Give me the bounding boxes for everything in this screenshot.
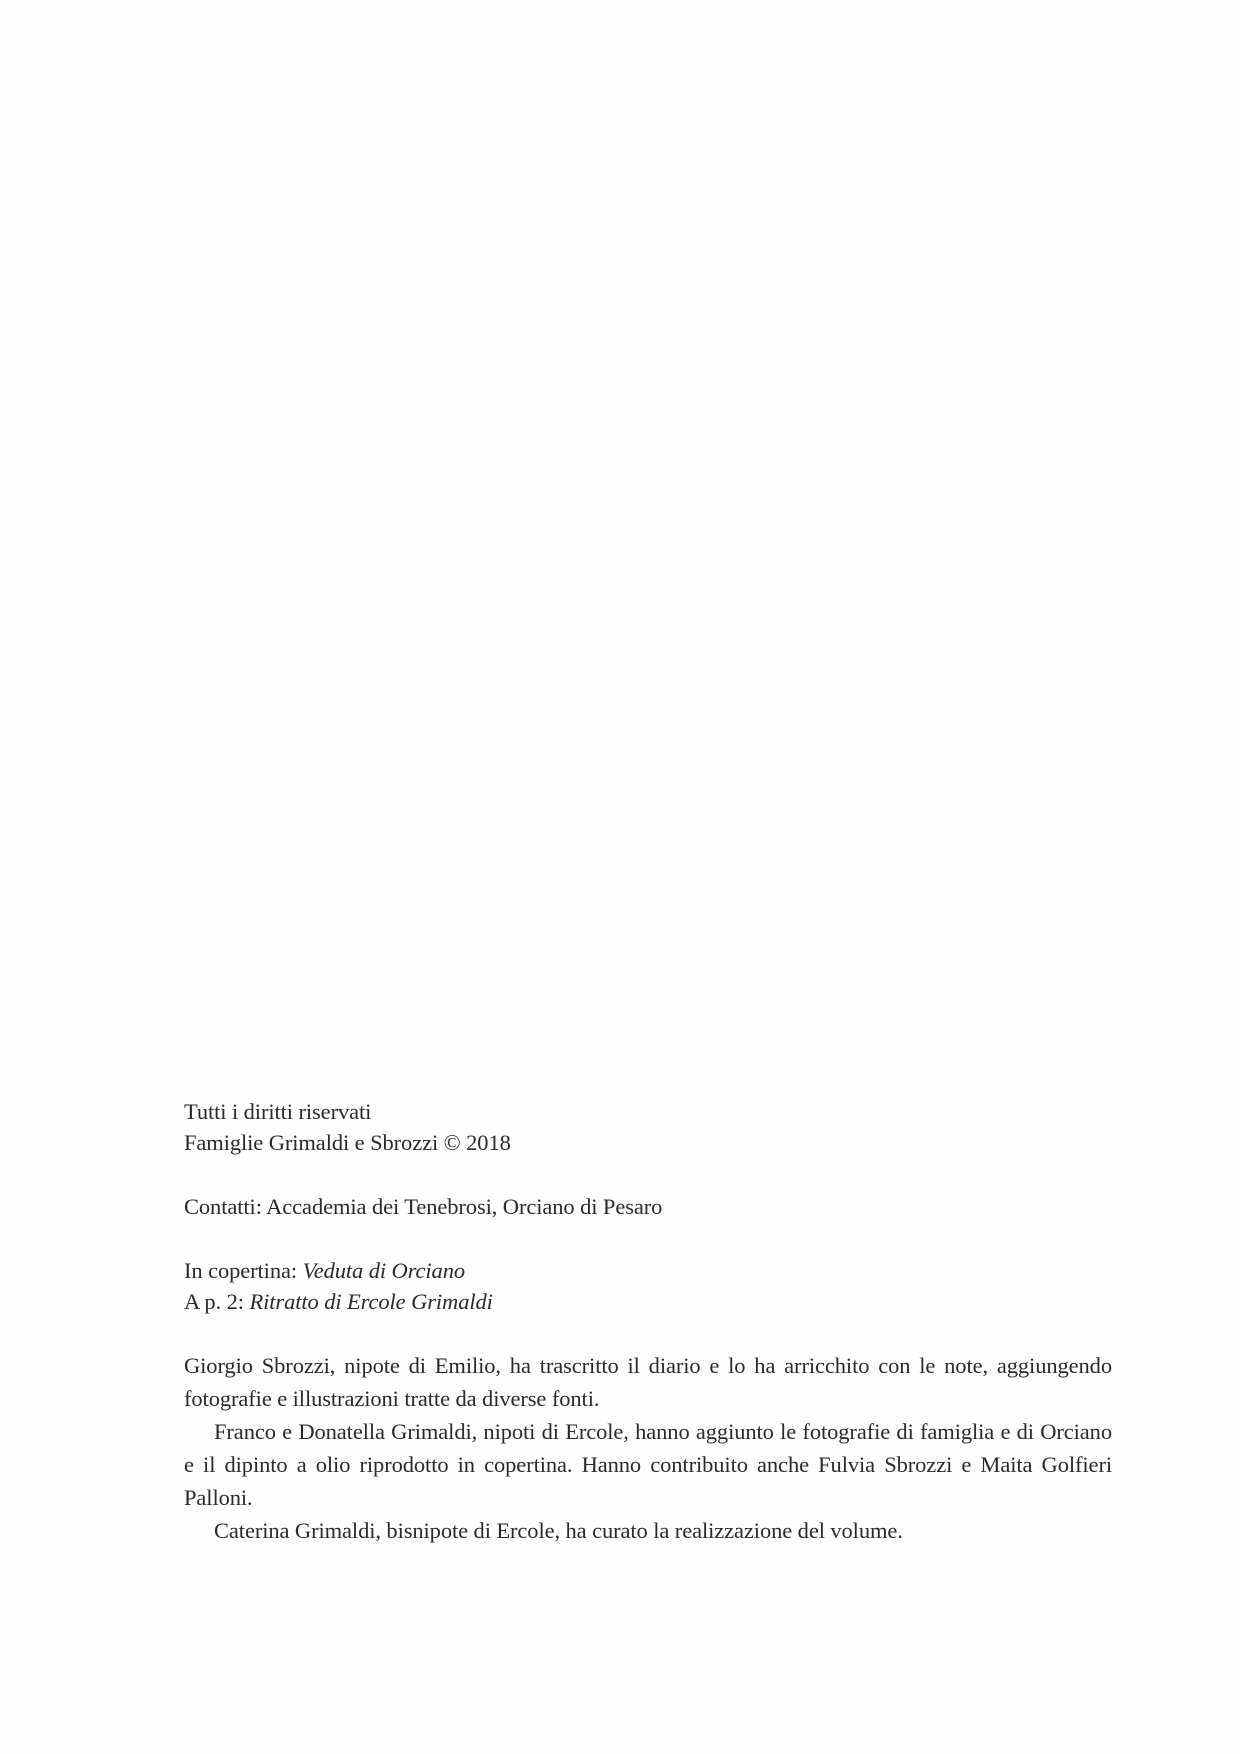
credit-paragraph: Caterina Grimaldi, bisnipote di Ercole, ha curato la realizzazione del volume. [214,1518,903,1543]
page2-title: Ritratto di Ercole Grimaldi [249,1289,493,1314]
cover-credit [184,1255,1114,1286]
page2-credit [184,1286,1114,1317]
spacer [184,1158,1114,1191]
copyright-notice: Famiglie Grimaldi e Sbrozzi © 2018 [184,1130,511,1155]
contacts-line: Contatti: Accademia dei Tenebrosi, Orciano di Pesaro [184,1194,663,1219]
cover-title: Veduta di Orciano [302,1258,466,1283]
spacer [184,1222,1114,1255]
colophon [184,1096,1114,1547]
spacer [184,1317,1114,1349]
cover-label: In copertina: [184,1258,303,1283]
rights-notice: Tutti i diritti riservati [184,1099,372,1124]
credit-paragraph: Giorgio Sbrozzi, nipote di Emilio, ha trascritto il diario e lo ha arricchito con le note, aggiungendo fotografie e illustrazioni tratte da diverse fonti. [184,1353,1112,1411]
page2-label: A p. 2: [184,1289,250,1314]
credits-block [184,1349,1112,1547]
credit-paragraph: Franco e Donatella Grimaldi, nipoti di Ercole, hanno aggiunto le fotografie di famiglia e di Orciano e il dipinto a olio riprodotto in copertina. Hanno contribuito anche Fulvia Sbrozzi e Maita Golfieri Palloni. [184,1419,1112,1510]
